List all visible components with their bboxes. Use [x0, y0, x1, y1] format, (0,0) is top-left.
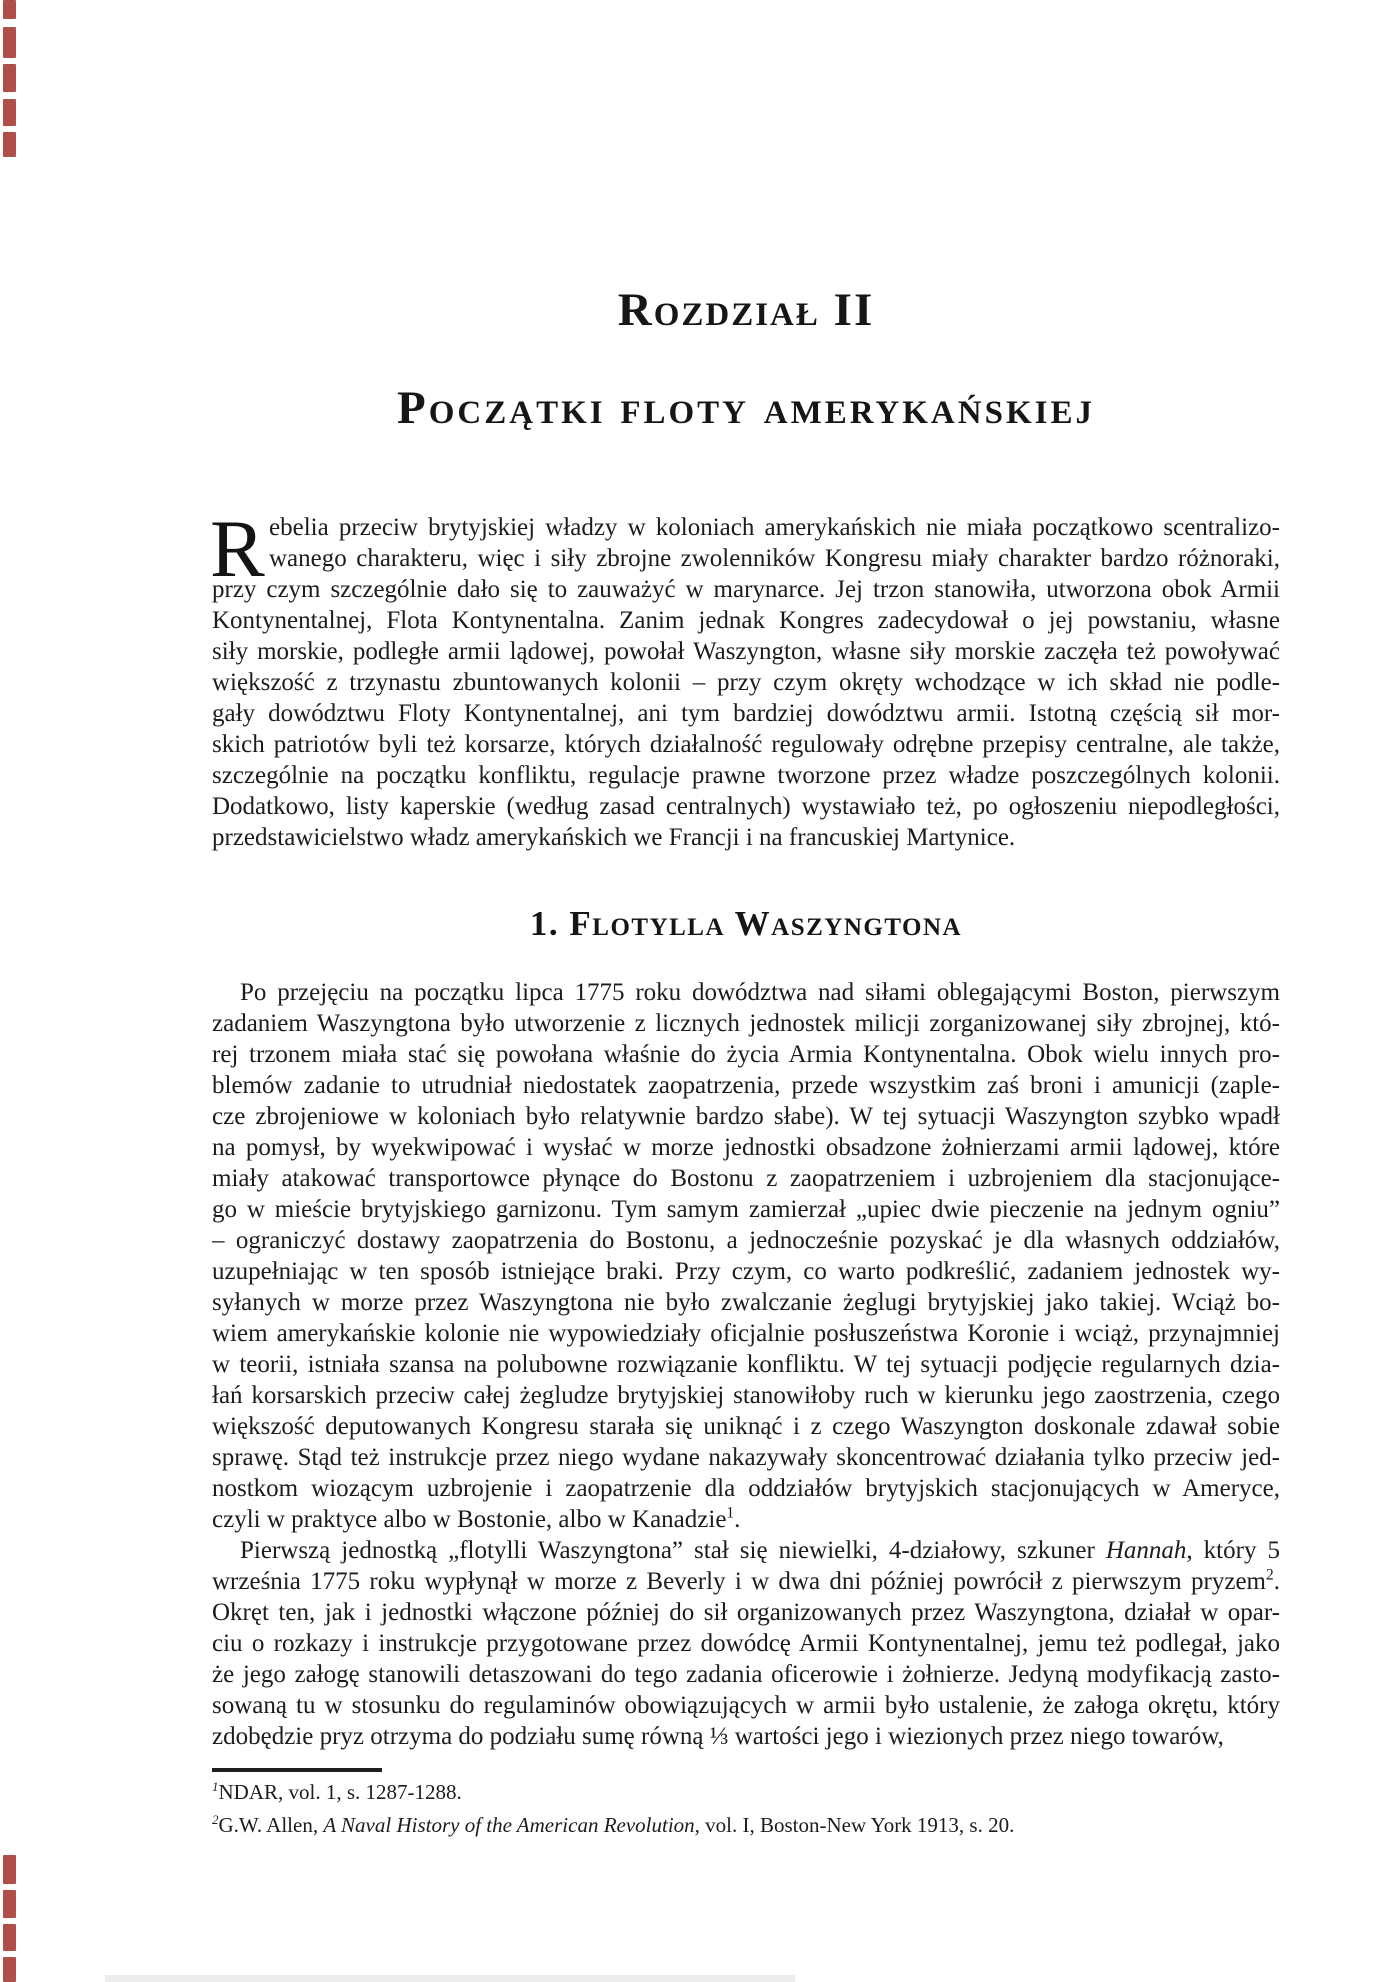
text-line: nostkom wiozącym uzbrojenie i zaopatrzenie dla oddziałów brytyjskich stacjonujących w Ameryce, [212, 1475, 1280, 1502]
scan-edge-mark [3, 1890, 16, 1918]
text-line: cze zbrojeniowe w koloniach było relatywnie bardzo słabe). W tej sytuacji Waszyngton szybko wpadł [212, 1103, 1280, 1130]
scan-edge-mark [3, 27, 16, 58]
scan-edge-mark [3, 99, 16, 126]
footnote-rule [212, 1768, 382, 1772]
paragraph-1 [210, 503, 1280, 853]
scan-edge-mark [3, 1957, 16, 1982]
text-line: sowaną tu w stosunku do regulaminów obowiązujących w armii było ustalenie, że załoga okrętu, który [212, 1692, 1280, 1719]
text-line: rej trzonem miała stać się powołana właśnie do życia Armia Kontynentalna. Obok wielu innych pro- [212, 1041, 1280, 1068]
section-heading: 1. Flotylla Waszyngtona [529, 904, 963, 943]
drop-cap-letter: R [210, 503, 265, 594]
paragraph-3 [212, 1535, 1280, 1752]
text-line: większość deputowanych Kongresu starała się uniknąć i z czego Waszyngton doskonale zdawał sobie [212, 1413, 1280, 1440]
text-line: siły morskie, podległe armii lądowej, powołał Waszyngton, własne siły morskie zaczęła też powoływać [212, 638, 1280, 665]
scan-edge-mark [3, 1924, 16, 1951]
text-line: Po przejęciu na początku lipca 1775 roku dowództwa nad siłami oblegającymi Boston, pierwszym [240, 979, 1280, 1006]
text-line: skich patriotów byli też korsarze, których działalność regulowały odrębne przepisy centralne, ale także, [212, 731, 1280, 758]
paragraph-1-dropcap-lines [269, 512, 1280, 574]
text-line: września 1775 roku wypłynął w morze z Beverly i w dwa dni później powrócił z pierwszym pryzem$^2$. [212, 1566, 1280, 1595]
scan-bottom-artifact [105, 1975, 795, 1982]
chapter-title-heading: Początki floty amerykańskiej [397, 382, 1095, 434]
text-line: zadaniem Waszyngtona było utworzenie z licznych jednostek milicji zorganizowanej siły zbrojnej, któ- [212, 1010, 1280, 1037]
paragraph-1-lines [212, 574, 1280, 853]
footnote-1: $^1$NDAR, vol. 1, s. 1287-1288. [212, 1779, 462, 1804]
footnote-2: $^2$G.W. Allen, A Naval History of the American Revolution, vol. I, Boston-New York 1913, s. 20. [212, 1812, 1015, 1837]
text-line: sprawę. Stąd też instrukcje przez niego wydane nakazywały skoncentrować działania tylko przeciw jed- [212, 1444, 1280, 1471]
text-line: Kontynentalnej, Flota Kontynentalna. Zanim jednak Kongres zadecydował o jej powstaniu, własne [212, 607, 1280, 634]
text-line: blemów zadanie to utrudniał niedostatek zaopatrzenia, przede wszystkim zaś broni i amunicji (zaple- [212, 1072, 1280, 1099]
text-line: zdobędzie pryz otrzyma do podziału sumę równą ⅓ wartości jego i wiezionych przez niego towarów, [212, 1723, 1224, 1750]
scan-edge-mark [3, 64, 16, 92]
text-line: Dodatkowo, listy kaperskie (według zasad centralnych) wystawiało też, po ogłoszeniu niepodległości, [212, 793, 1280, 820]
text-line: wanego charakteru, więc i siły zbrojne zwolenników Kongresu miały charakter bardzo różnoraki, [269, 545, 1280, 572]
text-line: uzupełniając w ten sposób istniejące braki. Przy czym, co warto podkreślić, zadaniem jednostek wy- [212, 1258, 1280, 1285]
text-line: łań korsarskich przeciw całej żegludze brytyjskiej stanowiłoby ruch w kierunku jego zaostrzenia, czego [212, 1382, 1280, 1409]
text-line: wiem amerykańskie kolonie nie wypowiedziały oficjalnie posłuszeństwa Koronie i wciąż, przynajmniej [212, 1320, 1280, 1347]
text-line: że jego załogę stanowili detaszowani do tego zadania oficerowie i żołnierze. Jedyną modyfikacją zasto- [212, 1661, 1280, 1688]
text-line: ebelia przeciw brytyjskiej władzy w koloniach amerykańskich nie miała początkowo scentralizo- [269, 514, 1280, 541]
text-line: miały atakować transportowce płynące do Bostonu z zaopatrzeniem i uzbrojeniem dla stacjonujące- [212, 1165, 1280, 1192]
text-line: syłanych w morze przez Waszyngtona nie było zwalczanie żeglugi brytyjskiej jako takiej. Wciąż bo- [212, 1289, 1280, 1316]
scan-edge-mark [3, 1855, 16, 1884]
text-line: większość z trzynastu zbuntowanych kolonii – przy czym okręty wchodzące w ich skład nie podle- [212, 669, 1280, 696]
text-line: Pierwszą jednostką „flotylli Waszyngtona” stał się niewielki, 4-działowy, szkuner Hannah, który 5 [240, 1537, 1280, 1564]
text-line: w teorii, istniała szansa na polubowne rozwiązanie konfliktu. W tej sytuacji podjęcie regularnych dzia- [212, 1351, 1280, 1378]
text-line: czyli w praktyce albo w Bostonie, albo w Kanadzie$^1$. [212, 1504, 741, 1533]
scan-edge-mark [3, 0, 16, 19]
text-line: ciu o rozkazy i instrukcje przygotowane przez dowódcę Armii Kontynentalnej, jemu też podlegał, jako [212, 1630, 1280, 1657]
text-line: na pomysł, by wyekwipować i wysłać w morze jednostki obsadzone żołnierzami armii lądowej, które [212, 1134, 1280, 1161]
paragraph-2 [212, 977, 1280, 1535]
text-line: gały dowództwu Floty Kontynentalnej, ani tym bardziej dowództwu armii. Istotną częścią sił mor- [212, 700, 1280, 727]
text-line: Okręt ten, jak i jednostki włączone później do sił organizowanych przez Waszyngtona, działał w opar- [212, 1599, 1280, 1626]
text-line: przy czym szczególnie dało się to zauważyć w marynarce. Jej trzon stanowiła, utworzona obok Armii [212, 576, 1280, 603]
text-line: – ograniczyć dostawy zaopatrzenia do Bostonu, a jednocześnie pozyskać je dla własnych oddziałów, [212, 1227, 1280, 1254]
text-line: szczególnie na początku konfliktu, regulacje prawne tworzone przez władze poszczególnych kolonii. [212, 762, 1280, 789]
chapter-number-heading: Rozdział II [617, 284, 875, 336]
text-line: go w mieście brytyjskiego garnizonu. Tym samym zamierzał „upiec dwie pieczenie na jednym ogniu” [212, 1196, 1280, 1223]
text-line: przedstawicielstwo władz amerykańskich we Francji i na francuskiej Martynice. [212, 824, 1016, 851]
scan-edge-mark [3, 132, 16, 157]
